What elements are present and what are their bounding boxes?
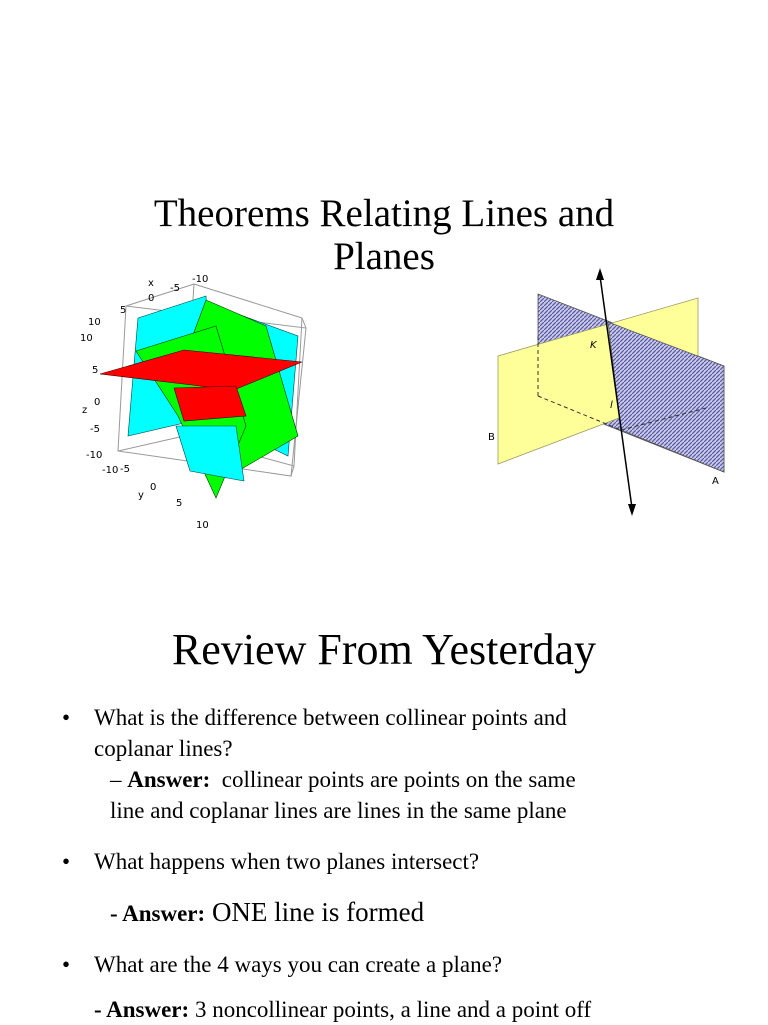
y-axis-label: y bbox=[138, 490, 144, 501]
y-tick-4: 10 bbox=[196, 520, 209, 531]
review-bullets bbox=[60, 702, 750, 1025]
plane-label-a: A bbox=[712, 476, 719, 487]
arrow-down-icon bbox=[628, 504, 636, 516]
slide-title-line2: Planes bbox=[333, 235, 435, 278]
answer-collinear bbox=[60, 764, 750, 826]
z-tick-2: 0 bbox=[94, 397, 101, 408]
bullet-create-plane bbox=[60, 949, 750, 980]
answer-text: 3 noncollinear points, a line and a point off bbox=[189, 997, 592, 1022]
bullet-planes-intersect bbox=[60, 846, 750, 877]
z-axis-label: z bbox=[82, 405, 88, 416]
intersecting-planes-figure bbox=[456, 258, 736, 520]
question: What are the 4 ways you can create a plane? bbox=[94, 952, 503, 977]
plane-a-front bbox=[608, 322, 724, 472]
answer-prefix: – bbox=[110, 767, 128, 792]
answer-line2: line and coplanar lines are lines in the same plane bbox=[110, 798, 567, 823]
review-title: Review From Yesterday bbox=[171, 625, 597, 674]
x-tick-3: 5 bbox=[120, 305, 127, 316]
slide-title-line1: Theorems Relating Lines and bbox=[153, 192, 615, 235]
z-tick-1: 5 bbox=[92, 365, 99, 376]
y-tick-0: -10 bbox=[102, 465, 119, 476]
bullet-dot: • bbox=[62, 705, 71, 730]
answer-label: Answer: bbox=[106, 997, 190, 1022]
question: What happens when two planes intersect? bbox=[94, 849, 480, 874]
cube-plot-figure bbox=[66, 266, 316, 536]
bullet-dot: • bbox=[62, 849, 71, 874]
y-tick-1: -5 bbox=[120, 464, 130, 475]
y-tick-3: 5 bbox=[176, 498, 183, 509]
answer-prefix: - bbox=[110, 901, 123, 926]
z-tick-4: -10 bbox=[86, 450, 103, 461]
red-plane-front bbox=[174, 386, 246, 421]
answer-prefix: - bbox=[94, 997, 107, 1022]
x-tick-0: -10 bbox=[192, 274, 209, 285]
question-line1: What is the difference between collinear points and bbox=[94, 705, 567, 730]
answer-label: Answer: bbox=[122, 901, 206, 926]
z-tick-0: 10 bbox=[80, 333, 93, 344]
x-tick-2: 0 bbox=[148, 293, 155, 304]
bullet-collinear bbox=[60, 702, 750, 764]
z-tick-3: -5 bbox=[90, 424, 100, 435]
answer-planes-intersect bbox=[60, 895, 750, 931]
cube-surfaces bbox=[100, 296, 302, 498]
line-label-l: l bbox=[610, 400, 613, 411]
bullet-dot: • bbox=[62, 952, 71, 977]
y-tick-2: 0 bbox=[150, 482, 157, 493]
answer-line1: collinear points are points on the same bbox=[210, 767, 576, 792]
x-tick-1: -5 bbox=[170, 283, 180, 294]
answer-label: Answer: bbox=[127, 767, 211, 792]
x-tick-4: 10 bbox=[88, 317, 101, 328]
line-label-k: K bbox=[590, 340, 597, 351]
answer-create-plane bbox=[60, 994, 750, 1025]
answer-text: ONE line is formed bbox=[205, 897, 425, 927]
arrow-up-icon bbox=[596, 268, 604, 280]
plane-label-b: B bbox=[488, 432, 495, 443]
cyan-plane-bottom bbox=[176, 426, 244, 481]
question-line2: coplanar lines? bbox=[94, 736, 233, 761]
x-axis-label: x bbox=[148, 278, 154, 289]
